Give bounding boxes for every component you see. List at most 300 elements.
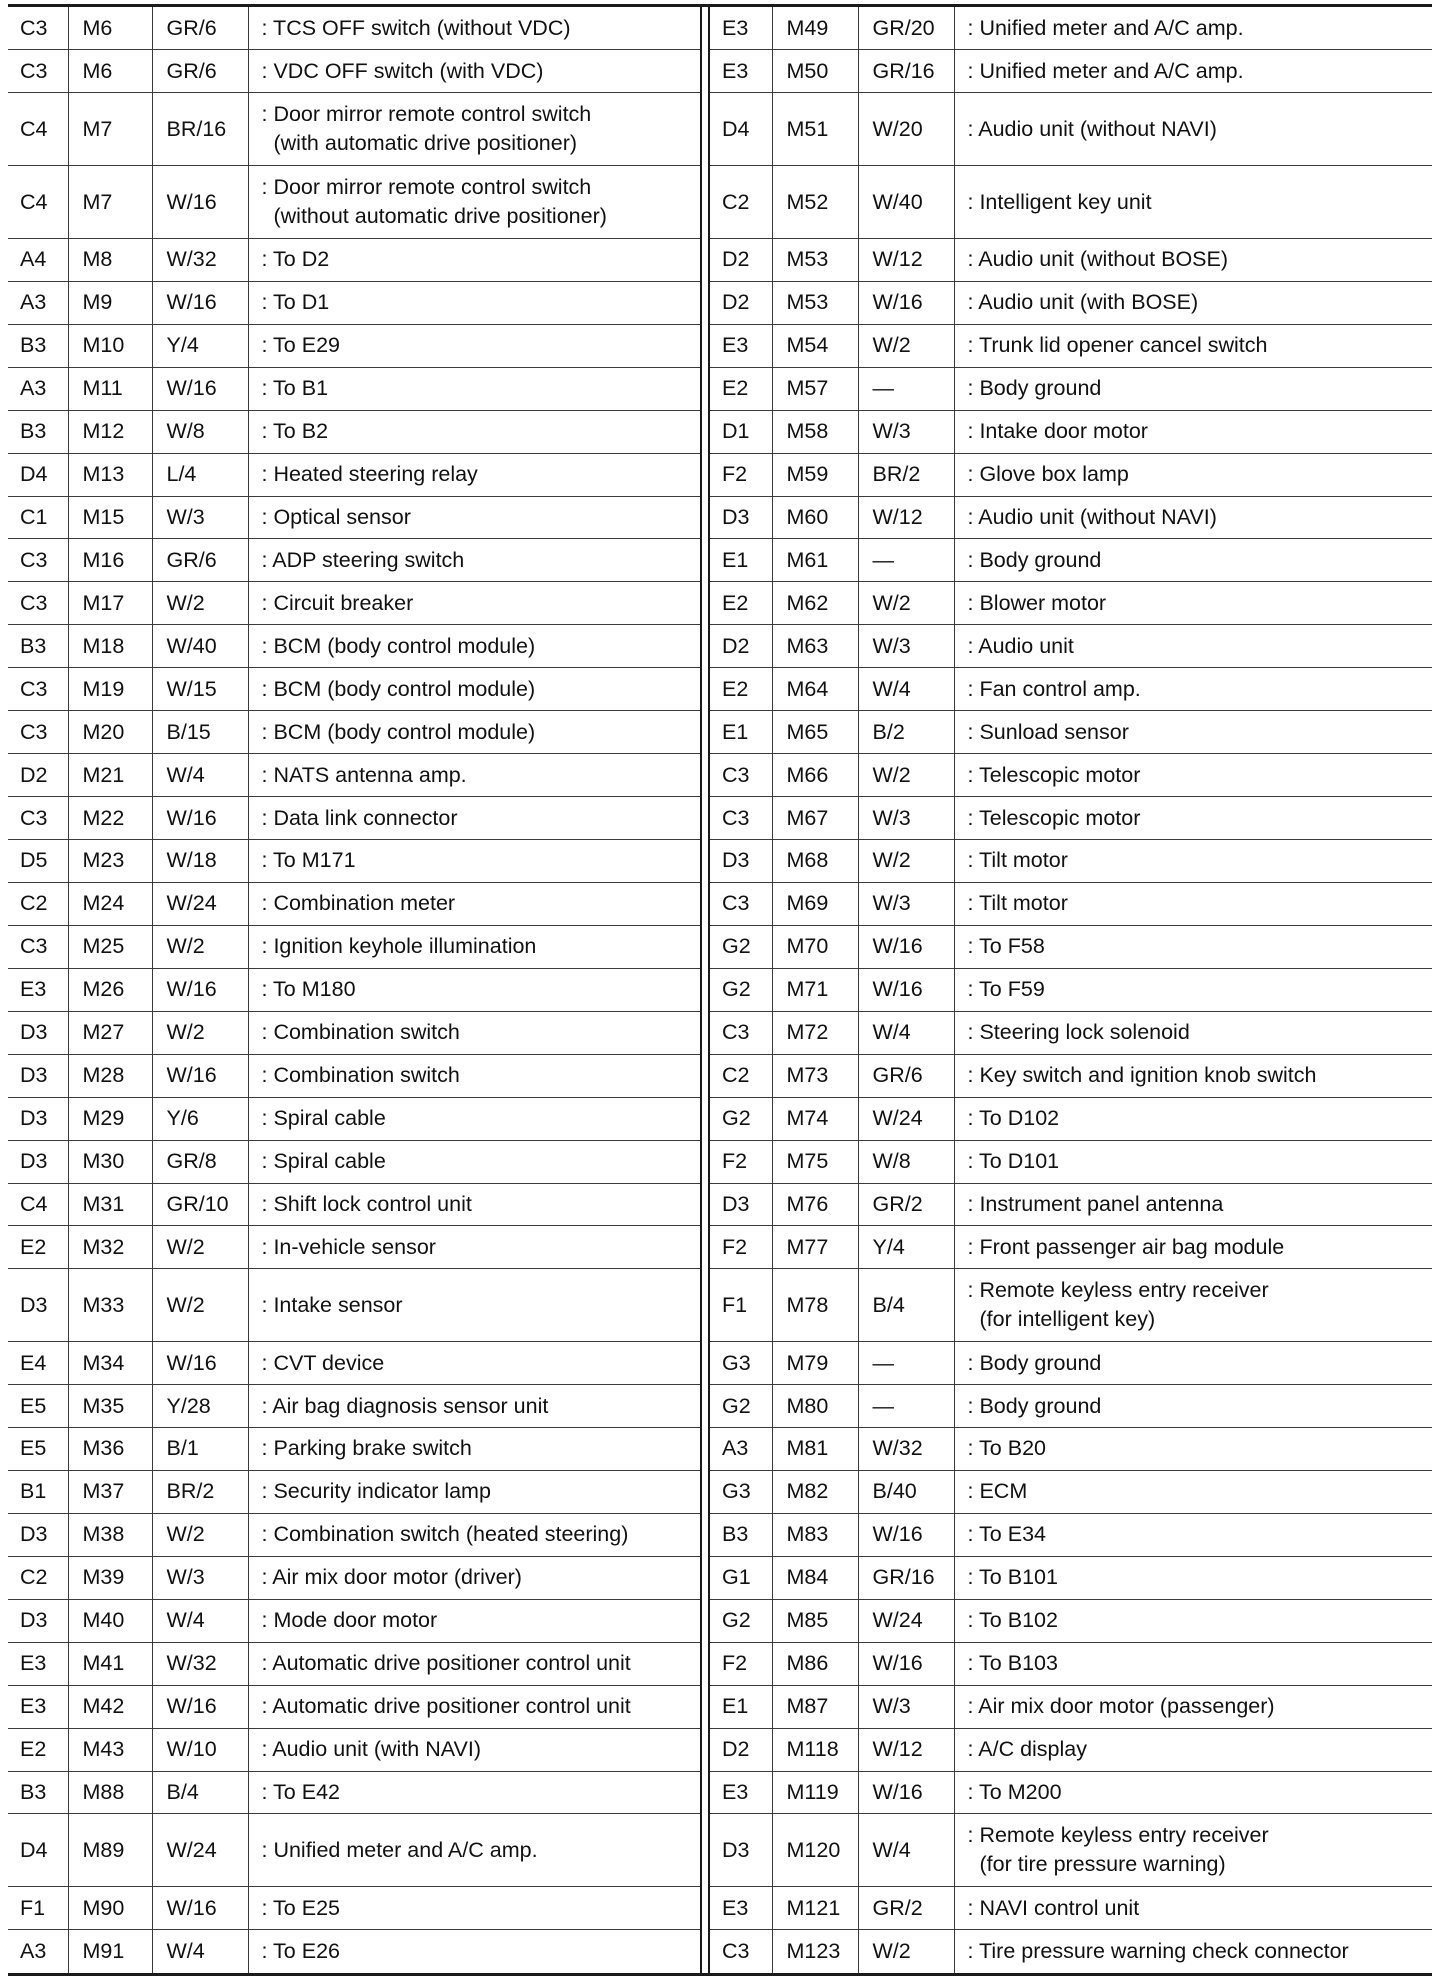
- description-line: : Mode door motor: [261, 1608, 438, 1633]
- description-line: : VDC OFF switch (with VDC): [261, 58, 544, 83]
- connector-row: [710, 1556, 1432, 1599]
- connector-number: M6: [68, 50, 152, 93]
- connector-table-left: [8, 7, 700, 1973]
- connector-row: [8, 711, 700, 754]
- connector-number: M61: [772, 539, 858, 582]
- description-line: : Automatic drive positioner control unit: [261, 1651, 631, 1676]
- grid-reference: E3: [8, 1642, 68, 1685]
- connector-type: W/4: [858, 1011, 954, 1054]
- connector-description: [954, 1269, 1432, 1342]
- connector-type: GR/6: [858, 1054, 954, 1097]
- connector-row: [8, 1728, 700, 1771]
- connector-description: [954, 711, 1432, 754]
- connector-number: M31: [68, 1183, 152, 1226]
- connector-description: [954, 367, 1432, 410]
- grid-reference: D4: [8, 1814, 68, 1887]
- connector-type: GR/2: [858, 1887, 954, 1930]
- connector-number: M21: [68, 754, 152, 797]
- connector-number: M84: [772, 1556, 858, 1599]
- connector-row: [710, 1428, 1432, 1471]
- connector-type: W/32: [858, 1428, 954, 1471]
- description-continuation-line: (for tire pressure warning): [979, 1852, 1226, 1877]
- connector-number: M33: [68, 1269, 152, 1342]
- connector-row: [8, 166, 700, 239]
- description-line: : NAVI control unit: [967, 1895, 1140, 1920]
- connector-number: M75: [772, 1140, 858, 1183]
- grid-reference: D3: [8, 1011, 68, 1054]
- connector-row: [8, 1342, 700, 1385]
- connector-description: [954, 1385, 1432, 1428]
- grid-reference: B3: [8, 324, 68, 367]
- connector-row: [710, 238, 1432, 281]
- grid-reference: D3: [8, 1140, 68, 1183]
- description-line: : BCM (body control module): [261, 676, 536, 701]
- connector-number: M12: [68, 410, 152, 453]
- connector-row: [8, 410, 700, 453]
- description-line: : Key switch and ignition knob switch: [967, 1063, 1317, 1088]
- description-line: : To E34: [967, 1522, 1046, 1547]
- grid-reference: D2: [710, 1728, 772, 1771]
- description-line: : To E25: [261, 1895, 340, 1920]
- connector-description: [954, 1011, 1432, 1054]
- description-line: : To D2: [261, 247, 330, 272]
- connector-type: W/3: [152, 1556, 248, 1599]
- description-line: : Blower motor: [967, 590, 1107, 615]
- connector-row: [710, 1728, 1432, 1771]
- connector-type: W/12: [858, 1728, 954, 1771]
- grid-reference: E3: [710, 50, 772, 93]
- connector-type: BR/2: [152, 1470, 248, 1513]
- connector-row: [8, 1642, 700, 1685]
- connector-description: [248, 410, 700, 453]
- description-line: : To B1: [261, 376, 329, 401]
- connector-type: W/16: [152, 797, 248, 840]
- connector-description: [954, 1428, 1432, 1471]
- connector-number: M90: [68, 1887, 152, 1930]
- connector-type: L/4: [152, 453, 248, 496]
- description-line: : To D102: [967, 1106, 1060, 1131]
- connector-number: M121: [772, 1887, 858, 1930]
- connector-type: B/4: [858, 1269, 954, 1342]
- description-line: : To E26: [261, 1939, 340, 1964]
- grid-reference: C3: [8, 925, 68, 968]
- connector-type: Y/4: [152, 324, 248, 367]
- connector-type: Y/6: [152, 1097, 248, 1140]
- connector-row: [710, 1342, 1432, 1385]
- connector-type: W/40: [152, 625, 248, 668]
- connector-number: M58: [772, 410, 858, 453]
- grid-reference: E3: [710, 324, 772, 367]
- connector-description: [954, 1140, 1432, 1183]
- description-line: : Unified meter and A/C amp.: [967, 58, 1244, 83]
- connector-type: W/12: [858, 496, 954, 539]
- connector-number: M6: [68, 7, 152, 50]
- connector-number: M87: [772, 1685, 858, 1728]
- description-line: : Glove box lamp: [967, 462, 1129, 487]
- grid-reference: D1: [710, 410, 772, 453]
- connector-type: W/4: [858, 1814, 954, 1887]
- connector-number: M67: [772, 797, 858, 840]
- connector-row: [710, 1054, 1432, 1097]
- connector-type: W/16: [858, 1513, 954, 1556]
- connector-description: [248, 50, 700, 93]
- grid-reference: F2: [710, 1642, 772, 1685]
- description-line: : Audio unit (with NAVI): [261, 1737, 481, 1762]
- connector-type: W/16: [152, 166, 248, 239]
- description-line: : ECM: [967, 1479, 1028, 1504]
- grid-reference: D2: [710, 625, 772, 668]
- connector-description: [954, 1470, 1432, 1513]
- description-line: : Door mirror remote control switch: [261, 175, 592, 199]
- connector-description: [954, 1599, 1432, 1642]
- grid-reference: G2: [710, 1385, 772, 1428]
- connector-description: [954, 668, 1432, 711]
- connector-row: [8, 840, 700, 883]
- description-line: : Sunload sensor: [967, 719, 1129, 744]
- description-line: : Intake door motor: [967, 419, 1148, 444]
- connector-description: [248, 324, 700, 367]
- connector-description: [954, 754, 1432, 797]
- connector-type: W/16: [152, 281, 248, 324]
- description-line: : Heated steering relay: [261, 462, 478, 487]
- grid-reference: E3: [710, 1887, 772, 1930]
- connector-number: M11: [68, 367, 152, 410]
- connector-type: W/10: [152, 1728, 248, 1771]
- description-line: : Ignition keyhole illumination: [261, 934, 537, 959]
- connector-row: [710, 582, 1432, 625]
- connector-row: [710, 1599, 1432, 1642]
- connector-number: M41: [68, 1642, 152, 1685]
- description-line: : To D1: [261, 290, 330, 315]
- connector-row: [710, 496, 1432, 539]
- connector-description: [248, 968, 700, 1011]
- description-line: : Telescopic motor: [967, 762, 1141, 787]
- connector-row: [8, 1814, 700, 1887]
- connector-type: W/3: [152, 496, 248, 539]
- connector-type: W/24: [152, 882, 248, 925]
- connector-description: [954, 1642, 1432, 1685]
- connector-number: M39: [68, 1556, 152, 1599]
- connector-type: W/2: [152, 925, 248, 968]
- grid-reference: C3: [8, 539, 68, 582]
- connector-number: M32: [68, 1226, 152, 1269]
- description-line: : Unified meter and A/C amp.: [261, 1837, 538, 1862]
- connector-description: [248, 882, 700, 925]
- grid-reference: G1: [710, 1556, 772, 1599]
- grid-reference: E2: [710, 367, 772, 410]
- connector-number: M19: [68, 668, 152, 711]
- grid-reference: C1: [8, 496, 68, 539]
- grid-reference: D4: [8, 453, 68, 496]
- connector-number: M57: [772, 367, 858, 410]
- description-line: : Body ground: [967, 376, 1102, 401]
- connector-description: [248, 539, 700, 582]
- connector-number: M30: [68, 1140, 152, 1183]
- grid-reference: E4: [8, 1342, 68, 1385]
- connector-number: M79: [772, 1342, 858, 1385]
- description-line: : Fan control amp.: [967, 676, 1141, 701]
- connector-description: [954, 1814, 1432, 1887]
- connector-row: [8, 1269, 700, 1342]
- connector-number: M26: [68, 968, 152, 1011]
- connector-description: [248, 1513, 700, 1556]
- connector-number: M71: [772, 968, 858, 1011]
- connector-description: [248, 1226, 700, 1269]
- connector-row: [8, 496, 700, 539]
- connector-number: M64: [772, 668, 858, 711]
- connector-row: [8, 1771, 700, 1814]
- description-line: : Air mix door motor (driver): [261, 1565, 522, 1590]
- connector-type: Y/4: [858, 1226, 954, 1269]
- connector-row: [710, 281, 1432, 324]
- connector-number: M123: [772, 1930, 858, 1973]
- connector-row: [8, 754, 700, 797]
- connector-type: W/8: [858, 1140, 954, 1183]
- connector-number: M85: [772, 1599, 858, 1642]
- description-line: : Combination switch: [261, 1020, 460, 1045]
- connector-description: [248, 1728, 700, 1771]
- connector-type: W/4: [152, 1599, 248, 1642]
- connector-type: W/3: [858, 625, 954, 668]
- connector-number: M76: [772, 1183, 858, 1226]
- grid-reference: G2: [710, 1097, 772, 1140]
- connector-description: [954, 324, 1432, 367]
- connector-row: [710, 410, 1432, 453]
- connector-description: [954, 281, 1432, 324]
- connector-number: M49: [772, 7, 858, 50]
- connector-description: [248, 238, 700, 281]
- connector-description: [248, 281, 700, 324]
- grid-reference: D3: [8, 1599, 68, 1642]
- connector-row: [8, 1226, 700, 1269]
- connector-row: [8, 238, 700, 281]
- connector-number: M118: [772, 1728, 858, 1771]
- description-line: : A/C display: [967, 1737, 1087, 1762]
- connector-number: M81: [772, 1428, 858, 1471]
- grid-reference: G2: [710, 1599, 772, 1642]
- description-line: : Trunk lid opener cancel switch: [967, 333, 1268, 358]
- connector-description: [954, 1054, 1432, 1097]
- connector-description: [954, 582, 1432, 625]
- grid-reference: F2: [710, 1226, 772, 1269]
- description-line: : Combination switch: [261, 1063, 460, 1088]
- connector-description: [248, 711, 700, 754]
- description-line: : To B2: [261, 419, 329, 444]
- description-line: : Tilt motor: [967, 848, 1068, 873]
- connector-number: M22: [68, 797, 152, 840]
- grid-reference: G2: [710, 968, 772, 1011]
- connector-type: B/40: [858, 1470, 954, 1513]
- connector-number: M35: [68, 1385, 152, 1428]
- connector-type: W/2: [858, 1930, 954, 1973]
- connector-number: M13: [68, 453, 152, 496]
- connector-description: [248, 1011, 700, 1054]
- description-line: : Audio unit: [967, 633, 1074, 658]
- connector-number: M120: [772, 1814, 858, 1887]
- description-line: : Data link connector: [261, 805, 458, 830]
- grid-reference: B1: [8, 1470, 68, 1513]
- connector-description: [248, 1556, 700, 1599]
- connector-description: [248, 1685, 700, 1728]
- connector-number: M68: [772, 840, 858, 883]
- connector-type: BR/2: [858, 453, 954, 496]
- connector-description: [954, 410, 1432, 453]
- connector-row: [8, 1887, 700, 1930]
- description-line: : CVT device: [261, 1350, 385, 1375]
- connector-type: B/15: [152, 711, 248, 754]
- grid-reference: F1: [710, 1269, 772, 1342]
- grid-reference: C3: [8, 668, 68, 711]
- connector-row: [710, 1685, 1432, 1728]
- connector-description: [248, 367, 700, 410]
- connector-type: W/16: [152, 1887, 248, 1930]
- connector-type: Y/28: [152, 1385, 248, 1428]
- connector-row: [8, 324, 700, 367]
- description-line: : Intelligent key unit: [967, 189, 1152, 214]
- grid-reference: C2: [710, 166, 772, 239]
- connector-description: [248, 582, 700, 625]
- left-table-body: [8, 7, 700, 1973]
- connector-description: [248, 7, 700, 50]
- grid-reference: C3: [710, 1930, 772, 1973]
- connector-number: M37: [68, 1470, 152, 1513]
- connector-type: GR/10: [152, 1183, 248, 1226]
- connector-description: [248, 1599, 700, 1642]
- connector-type: W/16: [152, 367, 248, 410]
- connector-description: [954, 1226, 1432, 1269]
- description-continuation-line: (for intelligent key): [979, 1307, 1156, 1332]
- connector-number: M119: [772, 1771, 858, 1814]
- connector-type: W/16: [152, 1054, 248, 1097]
- connector-description: [954, 1728, 1432, 1771]
- connector-type: W/2: [152, 1269, 248, 1342]
- connector-type: W/24: [858, 1599, 954, 1642]
- connector-number: M50: [772, 50, 858, 93]
- description-line: : BCM (body control module): [261, 633, 536, 658]
- connector-type: W/8: [152, 410, 248, 453]
- connector-row: [710, 1513, 1432, 1556]
- grid-reference: E1: [710, 711, 772, 754]
- connector-type: W/16: [858, 281, 954, 324]
- grid-reference: C3: [8, 50, 68, 93]
- connector-row: [8, 1428, 700, 1471]
- connector-type: W/2: [152, 1226, 248, 1269]
- description-line: : Audio unit (without NAVI): [967, 116, 1217, 141]
- description-line: : Steering lock solenoid: [967, 1020, 1190, 1045]
- description-line: : In-vehicle sensor: [261, 1234, 436, 1259]
- grid-reference: A4: [8, 238, 68, 281]
- connector-row: [8, 1599, 700, 1642]
- connector-number: M40: [68, 1599, 152, 1642]
- connector-description: [954, 238, 1432, 281]
- connector-row: [8, 1011, 700, 1054]
- connector-row: [710, 1887, 1432, 1930]
- connector-number: M7: [68, 93, 152, 166]
- description-line: : Telescopic motor: [967, 805, 1141, 830]
- description-continuation-line: (without automatic drive positioner): [273, 204, 607, 228]
- connector-description: [248, 1183, 700, 1226]
- grid-reference: C2: [8, 882, 68, 925]
- connector-description: [248, 1054, 700, 1097]
- connector-description: [248, 1428, 700, 1471]
- connector-number: M15: [68, 496, 152, 539]
- connector-type: W/40: [858, 166, 954, 239]
- connector-row: [710, 1226, 1432, 1269]
- description-line: : Instrument panel antenna: [967, 1191, 1224, 1216]
- connector-number: M20: [68, 711, 152, 754]
- connector-description: [954, 797, 1432, 840]
- grid-reference: A3: [8, 281, 68, 324]
- column-divider: [700, 7, 710, 1973]
- grid-reference: C3: [8, 711, 68, 754]
- connector-type: W/32: [152, 1642, 248, 1685]
- connector-description: [248, 1269, 700, 1342]
- connector-number: M23: [68, 840, 152, 883]
- connector-row: [710, 1771, 1432, 1814]
- connector-description: [954, 968, 1432, 1011]
- connector-row: [8, 797, 700, 840]
- description-line: : BCM (body control module): [261, 719, 536, 744]
- connector-row: [8, 50, 700, 93]
- grid-reference: E2: [710, 582, 772, 625]
- connector-number: M72: [772, 1011, 858, 1054]
- connector-number: M52: [772, 166, 858, 239]
- description-line: : Air bag diagnosis sensor unit: [261, 1393, 549, 1418]
- description-line: : To M200: [967, 1779, 1062, 1804]
- connector-description: [248, 1385, 700, 1428]
- right-table-body: [710, 7, 1432, 1973]
- description-line: : Remote keyless entry receiver: [967, 1278, 1269, 1303]
- grid-reference: C3: [710, 754, 772, 797]
- connector-type: B/4: [152, 1771, 248, 1814]
- description-line: : Air mix door motor (passenger): [967, 1694, 1275, 1719]
- grid-reference: D3: [8, 1513, 68, 1556]
- connector-description: [954, 7, 1432, 50]
- connector-type: —: [858, 1385, 954, 1428]
- connector-description: [954, 1097, 1432, 1140]
- connector-number: M70: [772, 925, 858, 968]
- description-line: : Shift lock control unit: [261, 1191, 472, 1216]
- description-line: : Spiral cable: [261, 1149, 386, 1174]
- connector-type: W/4: [858, 668, 954, 711]
- connector-number: M65: [772, 711, 858, 754]
- connector-number: M83: [772, 1513, 858, 1556]
- connector-type: W/2: [858, 840, 954, 883]
- connector-row: [8, 1097, 700, 1140]
- connector-row: [710, 797, 1432, 840]
- grid-reference: E5: [8, 1385, 68, 1428]
- connector-type: —: [858, 1342, 954, 1385]
- description-continuation-line: (with automatic drive positioner): [273, 131, 578, 156]
- description-line: : To M180: [261, 977, 356, 1002]
- connector-number: M91: [68, 1930, 152, 1973]
- connector-type: W/2: [858, 324, 954, 367]
- description-line: : Audio unit (without NAVI): [967, 504, 1217, 529]
- connector-description: [248, 1887, 700, 1930]
- connector-row: [710, 1814, 1432, 1887]
- connector-type: BR/16: [152, 93, 248, 166]
- connector-description: [954, 1183, 1432, 1226]
- grid-reference: D3: [710, 1814, 772, 1887]
- connector-description: [954, 1887, 1432, 1930]
- connector-row: [710, 166, 1432, 239]
- grid-reference: E5: [8, 1428, 68, 1471]
- grid-reference: E2: [8, 1728, 68, 1771]
- grid-reference: F1: [8, 1887, 68, 1930]
- description-line: : NATS antenna amp.: [261, 762, 467, 787]
- grid-reference: E3: [710, 7, 772, 50]
- connector-type: W/4: [152, 1930, 248, 1973]
